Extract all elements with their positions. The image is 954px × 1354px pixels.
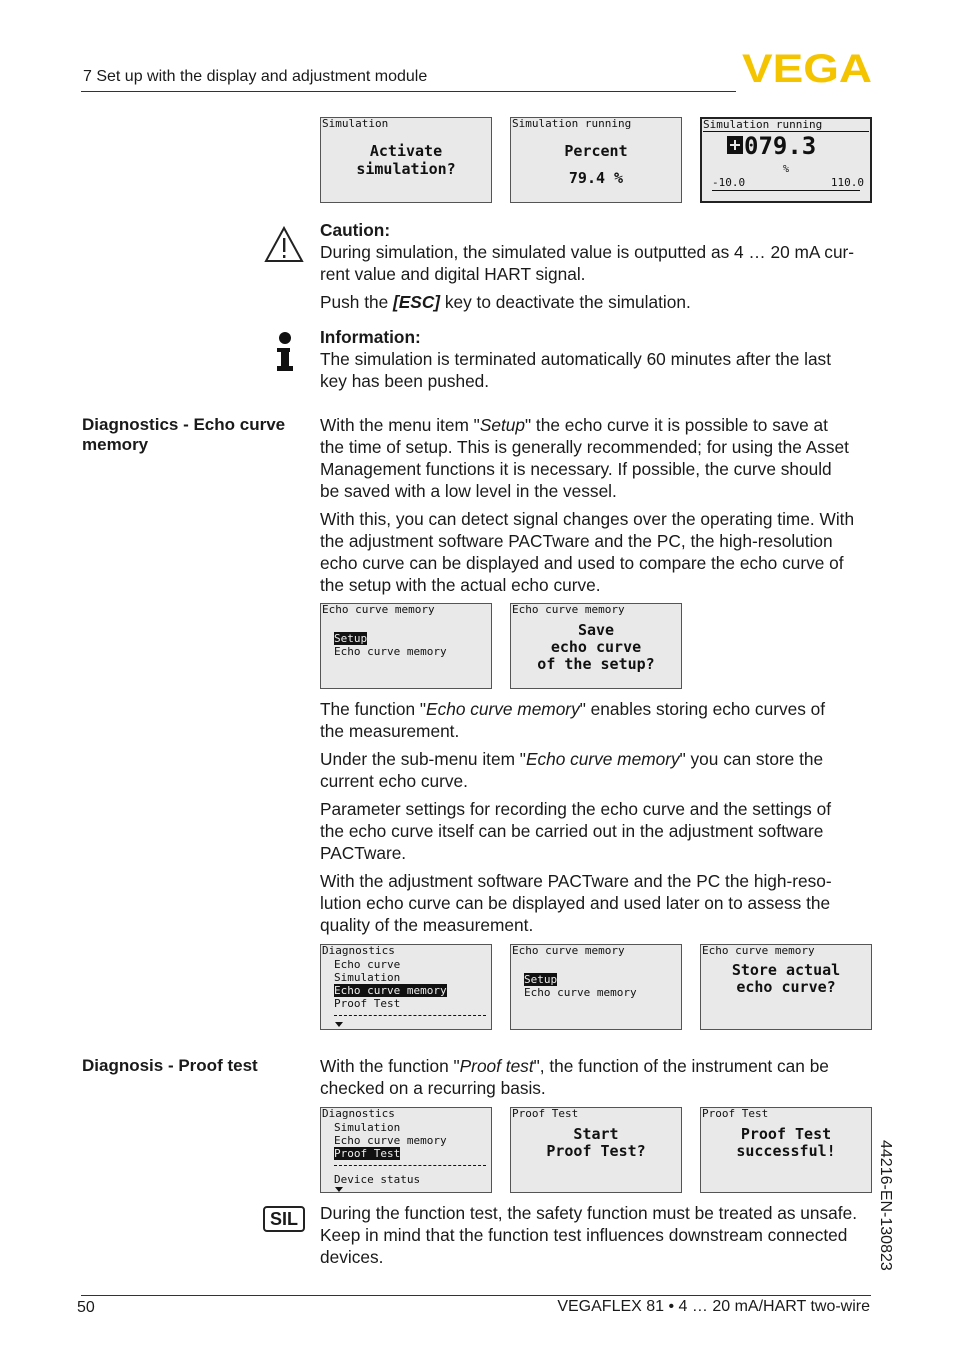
lcd-screen-diagnostics-proof <box>320 1107 492 1193</box>
info-icon <box>274 331 296 373</box>
lcd-text: Start <box>573 1125 619 1143</box>
scroll-down-icon <box>335 1187 343 1192</box>
information-block <box>320 326 831 392</box>
lcd-menu-item: Echo curve memory <box>334 1134 447 1147</box>
lcd-menu-item: Simulation <box>334 971 401 984</box>
lcd-title: Echo curve memory <box>512 603 625 616</box>
sil-icon: SIL <box>263 1206 305 1232</box>
lcd-text: Percent <box>564 142 628 160</box>
lcd-menu-item-selected: Echo curve memory <box>334 984 447 997</box>
header-divider <box>81 91 736 92</box>
paragraph-line: be saved with a low level in the vessel. <box>320 481 617 501</box>
lcd-text: simulation? <box>356 160 456 178</box>
warning-triangle-icon <box>264 226 304 264</box>
lcd-screen-simulation <box>320 117 492 203</box>
lcd-title: Proof Test <box>512 1107 579 1120</box>
lcd-text: echo curve? <box>736 978 836 996</box>
paragraph-line: With the menu item "Setup" the echo curve it is possible to save at <box>320 415 828 435</box>
lcd-text: of the setup? <box>537 655 655 673</box>
lcd-menu-item-selected: Setup <box>524 973 558 986</box>
sil-paragraph <box>320 1202 857 1268</box>
lcd-menu-item: Device status <box>334 1173 421 1186</box>
lcd-menu-item: Echo curve memory <box>524 986 637 999</box>
lcd-title: Echo curve memory <box>512 944 625 957</box>
lcd-menu-item-selected: Proof Test <box>334 1147 401 1160</box>
proof-paragraph <box>320 1055 829 1099</box>
paragraph-line: current echo curve. <box>320 771 468 791</box>
lcd-text: Proof Test? <box>546 1142 646 1160</box>
paragraph-line: PACTware. <box>320 843 407 863</box>
paragraph-line: echo curve can be displayed and used to compare the echo curve of <box>320 553 844 573</box>
paragraph-line: quality of the measurement. <box>320 915 534 935</box>
lcd-title: Echo curve memory <box>702 944 815 957</box>
paragraph-line: The function "Echo curve memory" enables storing echo curves of <box>320 699 826 719</box>
paragraph-line: During the function test, the safety function must be treated as unsafe. <box>320 1203 857 1223</box>
paragraph-line: the time of setup. This is generally recommended; for using the Asset <box>320 437 849 457</box>
plus-icon <box>727 136 743 154</box>
caution-push-text: Push the [ESC] key to deactivate the simulation. <box>320 292 691 312</box>
lcd-screen-echo-menu-2 <box>510 944 682 1030</box>
footer-divider <box>81 1295 871 1296</box>
lcd-big-value: 079.3 <box>744 132 817 160</box>
section-title-echo-curve: Diagnostics - Echo curve memory <box>82 415 286 454</box>
section-title-proof-test: Diagnosis - Proof test <box>82 1056 258 1075</box>
lcd-text: Save <box>577 621 615 639</box>
paragraph-line: With this, you can detect signal changes over the operating time. With <box>320 509 855 529</box>
lcd-title: Simulation <box>322 117 389 130</box>
paragraph-line: the echo curve itself can be carried out in the adjustment software <box>320 821 824 841</box>
paragraph-line: Parameter settings for recording the echo curve and the settings of <box>320 799 832 819</box>
paragraph-line: With the adjustment software PACTware and the PC the high-reso- <box>320 871 832 891</box>
esc-key: [ESC] <box>393 292 441 312</box>
lcd-title: Simulation running <box>703 118 823 131</box>
lcd-divider <box>334 1165 486 1166</box>
lcd-screen-value <box>700 117 872 203</box>
lcd-screen-save-echo <box>510 603 682 689</box>
logo-text: VEGA <box>742 50 872 86</box>
paragraph-line: checked on a recurring basis. <box>320 1078 546 1098</box>
paragraph-line: lution echo curve can be displayed and used later on to assess the <box>320 893 831 913</box>
paragraph-line: the setup with the actual echo curve. <box>320 575 601 595</box>
lcd-screen-diagnostics <box>320 944 492 1030</box>
lcd-menu-item: Echo curve <box>334 958 401 971</box>
vega-logo <box>742 50 872 86</box>
lcd-text: successful! <box>736 1142 836 1160</box>
lcd-scale-max: 110.0 <box>830 176 864 189</box>
paragraph-line: Under the sub-menu item "Echo curve memory" you can store the <box>320 749 824 769</box>
lcd-title: Echo curve memory <box>322 603 435 616</box>
page-number: 50 <box>77 1299 95 1316</box>
lcd-title: Diagnostics <box>322 1107 395 1120</box>
scroll-down-icon <box>335 1022 343 1027</box>
paragraph-line: Keep in mind that the function test influences downstream connected <box>320 1225 848 1245</box>
lcd-menu-item: Simulation <box>334 1121 401 1134</box>
echo-paragraphs-top <box>320 414 854 596</box>
information-text: key has been pushed. <box>320 371 490 391</box>
paragraph-line: Management functions it is necessary. If possible, the curve should <box>320 459 832 479</box>
lcd-title: Simulation running <box>512 117 632 130</box>
lcd-divider <box>334 1015 486 1016</box>
lcd-value: 79.4 % <box>568 169 624 187</box>
lcd-text: Store actual <box>731 961 841 979</box>
lcd-unit: % <box>783 164 790 175</box>
document-id: 44216-EN-130823 <box>877 1140 894 1271</box>
lcd-screen-proof-success <box>700 1107 872 1193</box>
footer-title: VEGAFLEX 81 • 4 … 20 mA/HART two-wire <box>557 1298 870 1315</box>
lcd-menu-item: Proof Test <box>334 997 401 1010</box>
paragraph-line: devices. <box>320 1247 384 1267</box>
lcd-scale-min: -10.0 <box>712 176 746 189</box>
lcd-screen-percent <box>510 117 682 203</box>
lcd-text: Proof Test <box>740 1125 832 1143</box>
paragraph-line: the adjustment software PACTware and the PC, the high-resolution <box>320 531 833 551</box>
lcd-title: Proof Test <box>702 1107 769 1120</box>
lcd-scale-bar <box>712 190 860 191</box>
lcd-text: Activate <box>369 142 443 160</box>
lcd-screen-start-proof <box>510 1107 682 1193</box>
echo-paragraphs-bottom <box>320 698 832 936</box>
lcd-menu-item: Echo curve memory <box>334 645 447 658</box>
information-heading: Information: <box>320 327 421 347</box>
caution-text: During simulation, the simulated value is outputted as 4 … 20 mA cur- <box>320 242 855 262</box>
lcd-title: Diagnostics <box>322 944 395 957</box>
information-text: The simulation is terminated automatically 60 minutes after the last <box>320 349 831 369</box>
lcd-text: echo curve <box>550 638 642 656</box>
paragraph-line: With the function "Proof test", the function of the instrument can be <box>320 1056 829 1076</box>
lcd-menu-item-selected: Setup <box>334 632 368 645</box>
caution-heading: Caution: <box>320 220 391 240</box>
lcd-screen-store-echo <box>700 944 872 1030</box>
section-header: 7 Set up with the display and adjustment module <box>83 68 428 85</box>
lcd-screen-echo-menu <box>320 603 492 689</box>
caution-text: rent value and digital HART signal. <box>320 264 586 284</box>
paragraph-line: the measurement. <box>320 721 460 741</box>
caution-block <box>320 219 854 313</box>
